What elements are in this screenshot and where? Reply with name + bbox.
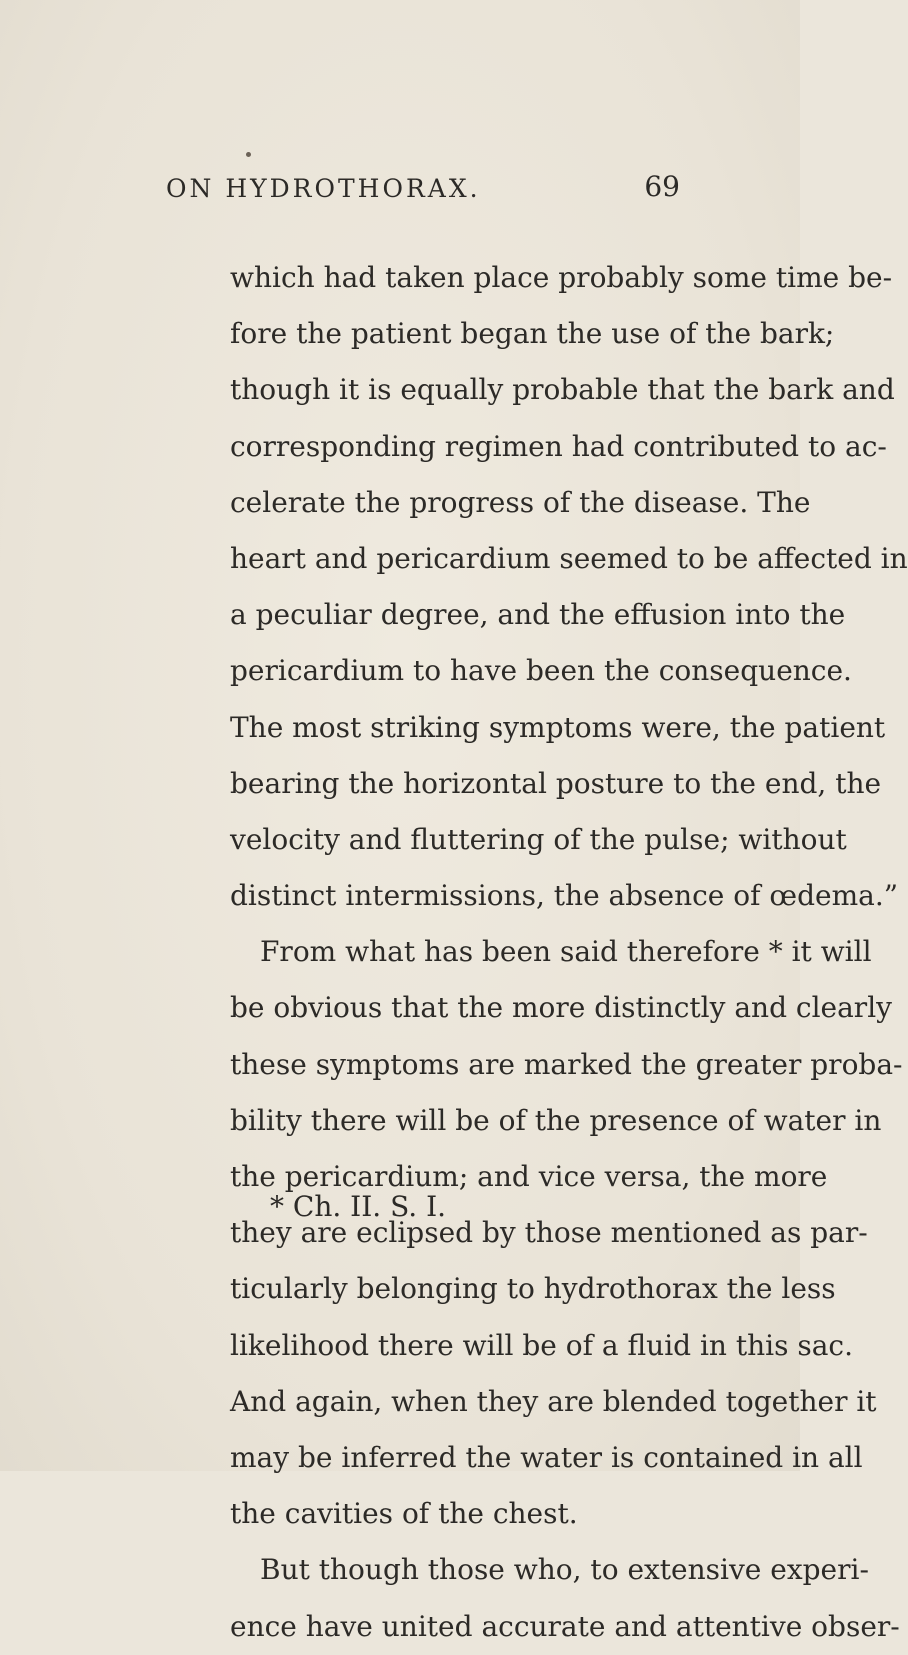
- text-line: The most striking symptoms were, the patient: [230, 710, 886, 744]
- text-line: And again, when they are blended together it: [230, 1384, 877, 1418]
- text-line: ence have united accurate and attentive obser-: [230, 1609, 900, 1643]
- text-line: fore the patient began the use of the bark;: [230, 317, 835, 351]
- text-line: which had taken place probably some time be-: [230, 261, 893, 294]
- text-line: these symptoms are marked the greater proba-: [230, 1047, 903, 1081]
- text-line: the pericardium; and vice versa, the more: [230, 1160, 828, 1193]
- text-line: From what has been said therefore * it will: [260, 935, 872, 969]
- ink-speck: [246, 152, 251, 157]
- text-line: a peculiar degree, and the effusion into the: [230, 598, 846, 632]
- text-line: corresponding regimen had contributed to ac-: [230, 429, 887, 463]
- text-line: velocity and fluttering of the pulse; without: [230, 822, 847, 856]
- text-line: they are eclipsed by those mentioned as par-: [230, 1216, 868, 1250]
- text-line: heart and pericardium seemed to be affected in: [230, 541, 908, 575]
- text-line: celerate the progress of the disease. The: [230, 485, 811, 519]
- text-line: ticularly belonging to hydrothorax the less: [230, 1272, 836, 1306]
- text-line: may be inferred the water is contained in all: [230, 1440, 863, 1474]
- text-line: likelihood there will be of a fluid in this sac.: [230, 1328, 854, 1362]
- running-head: ON HYDROTHORAX.: [166, 174, 481, 203]
- text-line: be obvious that the more distinctly and clearly: [230, 991, 892, 1025]
- text-line: distinct intermissions, the absence of œdema.”: [230, 879, 899, 913]
- text-line: though it is equally probable that the bark and: [230, 373, 895, 407]
- text-line: bearing the horizontal posture to the end, the: [230, 766, 882, 800]
- footnote: * Ch. II. S. I.: [270, 1190, 447, 1223]
- page-header: [160, 166, 680, 216]
- body-text: [230, 250, 908, 1655]
- text-line: the cavities of the chest.: [230, 1497, 578, 1531]
- page-number: 69: [644, 170, 680, 203]
- text-line: But though those who, to extensive experi-: [260, 1553, 869, 1587]
- text-line: pericardium to have been the consequence.: [230, 654, 852, 688]
- text-line: bility there will be of the presence of water in: [230, 1103, 882, 1137]
